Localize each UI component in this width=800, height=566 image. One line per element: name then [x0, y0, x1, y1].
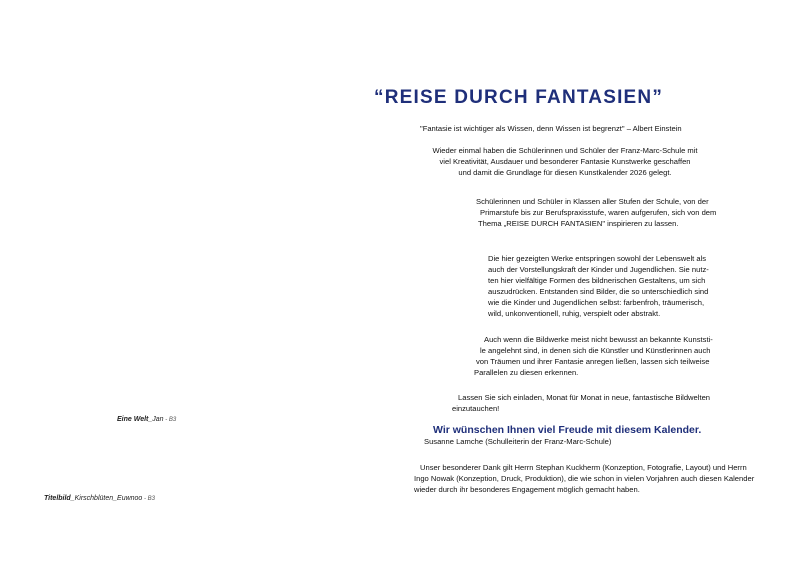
text-line: Wieder einmal haben die Schülerinnen und Schüler der Franz-Marc-Schule mit	[432, 146, 698, 155]
text-line: Thema „REISE DURCH FANTASIEN" inspirieren zu lassen.	[478, 219, 679, 228]
right-page	[374, 0, 800, 566]
text-line: viel Kreativität, Ausdauer und besonderer Fantasie Kunstwerke geschaffen	[439, 157, 691, 166]
einstein-quote: "Fantasie ist wichtiger als Wissen, denn Wissen ist begrenzt" – Albert Einstein	[420, 124, 682, 133]
text-line: ten hier vielfältige Formen des bildnerischen Gestaltens, um sich	[488, 276, 706, 285]
text-line: wild, unkonventionell, ruhig, verspielt oder abstrakt.	[488, 309, 661, 318]
closing-wish: Wir wünschen Ihnen viel Freude mit diesem Kalender.	[433, 424, 702, 436]
caption-titelbild	[44, 495, 155, 502]
page-title: “REISE DURCH FANTASIEN”	[374, 87, 664, 108]
caption-eine-welt	[117, 416, 176, 423]
paragraph-styles	[474, 334, 713, 378]
text-line: Ingo Nowak (Konzeption, Druck, Produktion), die wie schon in vielen Vorjahren auch diesen Kalender	[414, 474, 755, 483]
paragraph-thanks	[414, 462, 754, 495]
caption-grade: - B3	[142, 496, 155, 502]
caption-grade: - B3	[163, 417, 177, 423]
text-line: Primarstufe bis zur Berufspraxisstufe, waren aufgerufen, sich von dem	[480, 208, 717, 217]
paragraph-participants	[476, 196, 716, 229]
text-line: Unser besonderer Dank gilt Herrn Stephan Kuckherm (Konzeption, Fotografie, Layout) und Herrn	[420, 463, 747, 472]
caption-title: Eine Welt	[117, 416, 149, 423]
text-line: Die hier gezeigten Werke entspringen sowohl der Lebenswelt als	[488, 254, 707, 263]
text-line: Lassen Sie sich einladen, Monat für Monat in neue, fantastische Bildwelten	[458, 393, 711, 402]
paragraph-intro	[430, 145, 700, 178]
text-line: Parallelen zu diesen erkennen.	[474, 368, 579, 377]
text-line: Schülerinnen und Schüler in Klassen aller Stufen der Schule, von der	[476, 197, 709, 206]
text-line: wieder durch ihr besonderes Engagement möglich gemacht haben.	[414, 485, 640, 494]
text-line: le angelehnt sind, in denen sich die Künstler und Künstlerinnen auch	[480, 346, 711, 355]
text-line: Auch wenn die Bildwerke meist nicht bewusst an bekannte Kunststi-	[484, 335, 713, 344]
text-line: von Träumen und ihrer Fantasie anregen ließen, lassen sich teilweise	[476, 357, 710, 366]
caption-detail: _Jan	[148, 416, 164, 423]
text-line: wie die Kinder und Jugendlichen selbst: farbenfroh, träumerisch,	[488, 298, 705, 307]
caption-title: Titelbild	[44, 495, 71, 502]
text-line: einzutauchen!	[452, 404, 500, 413]
paragraph-works	[488, 253, 709, 319]
signature: Susanne Lamche (Schulleiterin der Franz-Marc-Schule)	[424, 437, 612, 446]
paragraph-invitation	[452, 392, 710, 414]
text-line: auszudrücken. Entstanden sind Bilder, die so unterschiedlich sind	[488, 287, 709, 296]
caption-detail: _Kirschblüten_Euwnoo	[70, 495, 143, 502]
text-line: und damit die Grundlage für diesen Kunstkalender 2026 gelegt.	[458, 168, 672, 177]
text-line: auch der Vorstellungskraft der Kinder und Jugendlichen. Sie nutz-	[488, 265, 709, 274]
